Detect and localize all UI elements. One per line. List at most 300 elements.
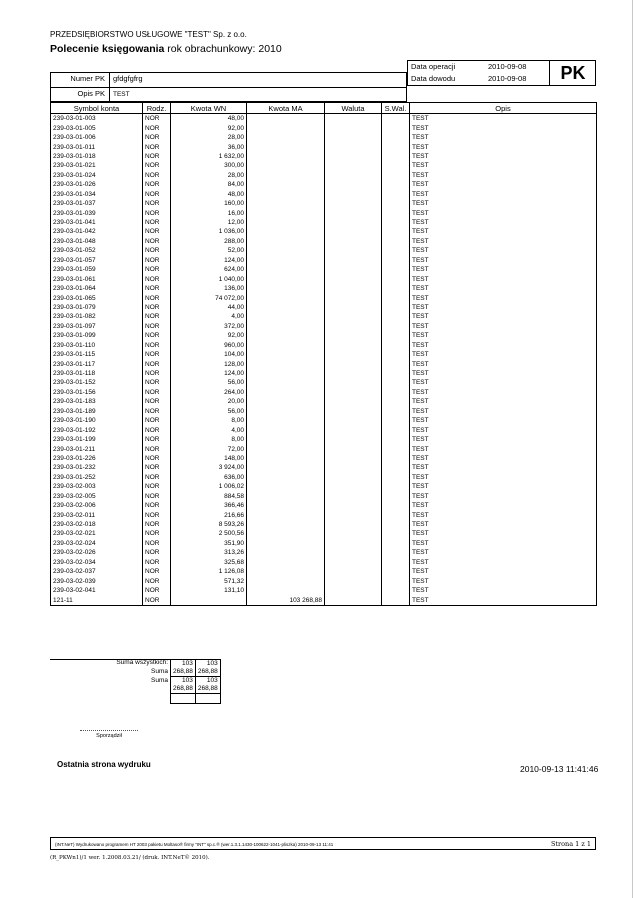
table-cell: 216,66 (171, 510, 247, 519)
table-cell: 239-03-01-052 (51, 246, 143, 255)
table-cell (247, 510, 325, 519)
table-cell (325, 558, 382, 567)
table-cell (325, 246, 382, 255)
table-cell (247, 501, 325, 510)
table-cell (325, 378, 382, 387)
table-cell: TEST (410, 416, 597, 425)
table-cell (247, 492, 325, 501)
table-cell: 239-03-01-034 (51, 190, 143, 199)
table-cell: 884,58 (171, 492, 247, 501)
table-cell: TEST (410, 284, 597, 293)
table-row (51, 341, 597, 350)
table-cell (325, 586, 382, 595)
table-row (51, 161, 597, 170)
table-cell: 239-03-01-199 (51, 435, 143, 444)
grand-total-label: Suma wszystkich: (116, 659, 168, 666)
description-label: Opis PK (77, 89, 105, 98)
table-cell: NOR (143, 133, 171, 142)
table-cell: 239-03-01-099 (51, 331, 143, 340)
table-cell: 239-03-02-018 (51, 520, 143, 529)
table-row (51, 501, 597, 510)
table-cell (247, 142, 325, 151)
table-cell: 239-03-01-117 (51, 359, 143, 368)
table-cell (247, 463, 325, 472)
table-cell: 571,32 (171, 576, 247, 585)
table-cell (325, 303, 382, 312)
table-cell: 239-03-01-252 (51, 473, 143, 482)
table-cell (325, 369, 382, 378)
table-cell: 239-03-01-110 (51, 341, 143, 350)
table-cell: TEST (410, 331, 597, 340)
table-cell (247, 341, 325, 350)
table-cell (382, 407, 410, 416)
table-cell: 239-03-02-006 (51, 501, 143, 510)
table-cell: TEST (410, 576, 597, 585)
number-value: gfdgfgfrg (113, 74, 143, 83)
table-cell: 48,00 (171, 190, 247, 199)
table-cell: 28,00 (171, 133, 247, 142)
table-cell (247, 256, 325, 265)
table-cell: NOR (143, 322, 171, 331)
table-cell: TEST (410, 558, 597, 567)
table-cell (382, 227, 410, 236)
table-cell (325, 359, 382, 368)
table-cell: 288,00 (171, 237, 247, 246)
table-cell: 1 126,08 (171, 567, 247, 576)
table-cell: 160,00 (171, 199, 247, 208)
table-cell (325, 208, 382, 217)
table-cell: 624,00 (171, 265, 247, 274)
table-cell: 1 632,00 (171, 152, 247, 161)
table-cell (382, 303, 410, 312)
table-cell: 16,00 (171, 208, 247, 217)
table-cell: 1 006,02 (171, 482, 247, 491)
table-cell (382, 425, 410, 434)
table-cell: 131,10 (171, 586, 247, 595)
table-cell: 239-03-02-024 (51, 539, 143, 548)
table-cell: TEST (410, 407, 597, 416)
table-cell: TEST (410, 123, 597, 132)
table-cell (325, 180, 382, 189)
table-cell: 239-03-01-057 (51, 256, 143, 265)
table-cell: TEST (410, 444, 597, 453)
table-row (51, 463, 597, 472)
table-cell (247, 227, 325, 236)
table-row (51, 473, 597, 482)
table-cell: NOR (143, 520, 171, 529)
table-cell: 239-03-01-082 (51, 312, 143, 321)
table-cell: 239-03-01-005 (51, 123, 143, 132)
table-cell (325, 227, 382, 236)
table-cell: NOR (143, 246, 171, 255)
table-header-row (51, 103, 597, 114)
table-cell: NOR (143, 407, 171, 416)
table-cell (325, 407, 382, 416)
table-cell (325, 256, 382, 265)
title-main: Polecenie księgowania (50, 43, 165, 55)
table-cell (382, 350, 410, 359)
table-row (51, 312, 597, 321)
table-cell (247, 576, 325, 585)
table-cell (247, 199, 325, 208)
table-row (51, 510, 597, 519)
table-cell: TEST (410, 312, 597, 321)
table-cell (382, 123, 410, 132)
table-cell: 239-03-01-037 (51, 199, 143, 208)
table-cell (382, 180, 410, 189)
table-cell (382, 548, 410, 557)
table-cell (325, 529, 382, 538)
table-cell (382, 331, 410, 340)
page-number: Strona 1 z 1 (550, 840, 591, 848)
table-cell: TEST (410, 293, 597, 302)
table-cell (325, 388, 382, 397)
table-cell: NOR (143, 218, 171, 227)
table-cell: NOR (143, 567, 171, 576)
table-cell (247, 331, 325, 340)
table-row (51, 444, 597, 453)
table-cell (382, 539, 410, 548)
table-row (51, 322, 597, 331)
table-cell: 239-03-02-037 (51, 567, 143, 576)
table-cell: NOR (143, 180, 171, 189)
table-cell: TEST (410, 492, 597, 501)
table-cell: 366,46 (171, 501, 247, 510)
table-cell: TEST (410, 114, 597, 124)
table-cell (247, 293, 325, 302)
table-cell: 239-03-01-118 (51, 369, 143, 378)
table-cell: NOR (143, 416, 171, 425)
table-cell (382, 473, 410, 482)
table-cell: 8,00 (171, 435, 247, 444)
table-cell: TEST (410, 359, 597, 368)
table-cell: 128,00 (171, 359, 247, 368)
table-cell: 636,00 (171, 473, 247, 482)
table-row (51, 190, 597, 199)
table-cell: 2 500,56 (171, 529, 247, 538)
table-cell: NOR (143, 199, 171, 208)
table-cell: TEST (410, 208, 597, 217)
column-header: Kwota MA (247, 103, 325, 114)
table-cell: 56,00 (171, 407, 247, 416)
table-cell: 239-03-01-115 (51, 350, 143, 359)
table-cell: NOR (143, 548, 171, 557)
table-cell: TEST (410, 152, 597, 161)
page-title (50, 43, 282, 55)
table-cell (325, 595, 382, 605)
table-cell (325, 114, 382, 124)
table-cell: TEST (410, 463, 597, 472)
table-cell: 4,00 (171, 425, 247, 434)
table-row (51, 407, 597, 416)
table-cell (325, 397, 382, 406)
table-cell: NOR (143, 312, 171, 321)
table-cell: TEST (410, 199, 597, 208)
table-cell: TEST (410, 265, 597, 274)
table-cell: TEST (410, 510, 597, 519)
table-cell: TEST (410, 586, 597, 595)
document-type-badge: PK (549, 61, 596, 85)
table-cell: TEST (410, 218, 597, 227)
table-row (51, 397, 597, 406)
operation-date-label: Data operacji (411, 62, 456, 71)
table-cell: NOR (143, 171, 171, 180)
table-cell: NOR (143, 123, 171, 132)
table-cell: NOR (143, 265, 171, 274)
table-cell: NOR (143, 378, 171, 387)
table-cell (247, 246, 325, 255)
table-cell (382, 256, 410, 265)
table-cell (247, 284, 325, 293)
table-cell: NOR (143, 501, 171, 510)
table-cell (382, 444, 410, 453)
company-name: PRZEDSIĘBIORSTWO USŁUGOWE "TEST" Sp. z o.o. (50, 30, 247, 39)
table-cell (247, 133, 325, 142)
table-cell (325, 161, 382, 170)
table-row (51, 237, 597, 246)
table-cell: NOR (143, 529, 171, 538)
table-cell: 239-03-02-005 (51, 492, 143, 501)
table-cell: 92,00 (171, 123, 247, 132)
table-cell: NOR (143, 473, 171, 482)
table-row (51, 492, 597, 501)
table-cell (382, 463, 410, 472)
table-cell: 239-03-01-192 (51, 425, 143, 434)
table-cell: NOR (143, 208, 171, 217)
table-cell (382, 274, 410, 283)
table-cell (325, 284, 382, 293)
table-cell (325, 350, 382, 359)
table-cell: NOR (143, 114, 171, 124)
table-row (51, 114, 597, 124)
table-cell (382, 114, 410, 124)
table-row (51, 265, 597, 274)
table-cell: NOR (143, 359, 171, 368)
table-cell: 124,00 (171, 256, 247, 265)
table-cell (325, 539, 382, 548)
table-cell: 44,00 (171, 303, 247, 312)
table-cell: 48,00 (171, 114, 247, 124)
table-cell (247, 152, 325, 161)
table-cell: NOR (143, 303, 171, 312)
table-cell: TEST (410, 303, 597, 312)
table-cell: 239-03-02-021 (51, 529, 143, 538)
table-cell: 148,00 (171, 454, 247, 463)
table-cell: 300,00 (171, 161, 247, 170)
table-cell (382, 378, 410, 387)
table-cell: 325,68 (171, 558, 247, 567)
table-cell (247, 473, 325, 482)
table-cell: TEST (410, 237, 597, 246)
table-cell: 103 268,88 (247, 595, 325, 605)
table-cell (247, 425, 325, 434)
table-cell: TEST (410, 350, 597, 359)
document-header-box (50, 72, 407, 102)
table-cell (325, 425, 382, 434)
table-cell (325, 331, 382, 340)
table-cell: TEST (410, 473, 597, 482)
table-cell: NOR (143, 482, 171, 491)
table-cell: TEST (410, 548, 597, 557)
table-cell: TEST (410, 133, 597, 142)
table-cell (382, 359, 410, 368)
table-cell (247, 171, 325, 180)
table-cell: TEST (410, 520, 597, 529)
document-date-value: 2010-09-08 (488, 74, 527, 83)
table-cell: NOR (143, 388, 171, 397)
table-row (51, 378, 597, 387)
table-cell (382, 284, 410, 293)
table-cell: 3 924,00 (171, 463, 247, 472)
table-cell: TEST (410, 539, 597, 548)
table-cell: 1 040,00 (171, 274, 247, 283)
table-cell (325, 171, 382, 180)
table-cell: 28,00 (171, 171, 247, 180)
table-row (51, 218, 597, 227)
table-cell (247, 482, 325, 491)
table-cell (325, 123, 382, 132)
table-cell (382, 576, 410, 585)
table-row (51, 425, 597, 434)
grand-total-ma: 103 268,88 (195, 660, 220, 677)
table-cell: TEST (410, 180, 597, 189)
table-cell: 4,00 (171, 312, 247, 321)
table-cell (325, 133, 382, 142)
table-cell: NOR (143, 539, 171, 548)
table-cell: 239-03-01-018 (51, 152, 143, 161)
table-cell: 104,00 (171, 350, 247, 359)
table-cell (247, 539, 325, 548)
table-cell (247, 208, 325, 217)
table-cell: 239-03-01-021 (51, 161, 143, 170)
table-cell: NOR (143, 510, 171, 519)
table-cell: 239-03-02-003 (51, 482, 143, 491)
table-cell (382, 161, 410, 170)
table-cell (382, 142, 410, 151)
description-value: TEST (113, 91, 130, 98)
table-cell (247, 359, 325, 368)
table-cell: 12,00 (171, 218, 247, 227)
table-cell: 239-03-01-041 (51, 218, 143, 227)
table-cell: TEST (410, 190, 597, 199)
table-cell: 239-03-01-189 (51, 407, 143, 416)
table-cell: TEST (410, 529, 597, 538)
table-cell (325, 501, 382, 510)
table-cell: 239-03-01-061 (51, 274, 143, 283)
table-cell: NOR (143, 142, 171, 151)
table-cell: TEST (410, 246, 597, 255)
table-cell: TEST (410, 388, 597, 397)
total-ma: 103 268,88 (195, 677, 220, 694)
table-cell (325, 567, 382, 576)
table-row (51, 595, 597, 605)
table-cell (382, 567, 410, 576)
table-cell (382, 454, 410, 463)
table-cell (382, 265, 410, 274)
table-cell: NOR (143, 369, 171, 378)
footer-box (50, 837, 596, 850)
table-cell: NOR (143, 425, 171, 434)
table-cell (382, 520, 410, 529)
number-row (51, 74, 406, 88)
table-cell: TEST (410, 161, 597, 170)
total-label-2: Suma (151, 677, 168, 684)
table-cell (382, 501, 410, 510)
table-cell (382, 388, 410, 397)
table-cell: 56,00 (171, 378, 247, 387)
table-cell: 239-03-01-156 (51, 388, 143, 397)
table-row (51, 152, 597, 161)
table-cell (382, 199, 410, 208)
table-cell (247, 558, 325, 567)
table-cell: TEST (410, 397, 597, 406)
meta-box (407, 60, 596, 86)
table-cell: NOR (143, 435, 171, 444)
table-cell: NOR (143, 350, 171, 359)
table-cell: NOR (143, 595, 171, 605)
table-cell (325, 142, 382, 151)
table-row (51, 576, 597, 585)
table-cell (247, 520, 325, 529)
table-cell: 960,00 (171, 341, 247, 350)
table-row (51, 567, 597, 576)
table-cell: NOR (143, 256, 171, 265)
table-cell: NOR (143, 397, 171, 406)
table-cell: 92,00 (171, 331, 247, 340)
table-cell (247, 548, 325, 557)
table-cell (325, 274, 382, 283)
table-cell: TEST (410, 142, 597, 151)
column-header: Opis (410, 103, 597, 114)
table-cell (325, 463, 382, 472)
table-cell: 239-03-01-079 (51, 303, 143, 312)
table-row (51, 359, 597, 368)
table-cell (325, 218, 382, 227)
last-page-note: Ostatnia strona wydruku (57, 760, 151, 769)
table-cell (247, 444, 325, 453)
description-row (51, 89, 406, 103)
table-row (51, 180, 597, 189)
table-cell (325, 435, 382, 444)
table-row (51, 199, 597, 208)
table-cell (247, 567, 325, 576)
table-cell: 8 593,26 (171, 520, 247, 529)
table-cell (382, 152, 410, 161)
table-row (51, 548, 597, 557)
table-cell: NOR (143, 293, 171, 302)
table-cell (325, 576, 382, 585)
table-cell (247, 350, 325, 359)
table-cell: 239-03-01-190 (51, 416, 143, 425)
table-cell: NOR (143, 190, 171, 199)
table-cell (247, 378, 325, 387)
table-cell (325, 312, 382, 321)
table-cell (382, 312, 410, 321)
table-cell (382, 322, 410, 331)
table-cell: 239-03-01-024 (51, 171, 143, 180)
table-cell: 239-03-01-183 (51, 397, 143, 406)
table-cell (382, 293, 410, 302)
table-row (51, 558, 597, 567)
table-cell: 239-03-01-059 (51, 265, 143, 274)
table-cell (382, 237, 410, 246)
table-cell (247, 180, 325, 189)
table-row (51, 388, 597, 397)
table-cell: 121-11 (51, 595, 143, 605)
table-cell: NOR (143, 152, 171, 161)
table-row (51, 350, 597, 359)
table-cell: 74 072,00 (171, 293, 247, 302)
